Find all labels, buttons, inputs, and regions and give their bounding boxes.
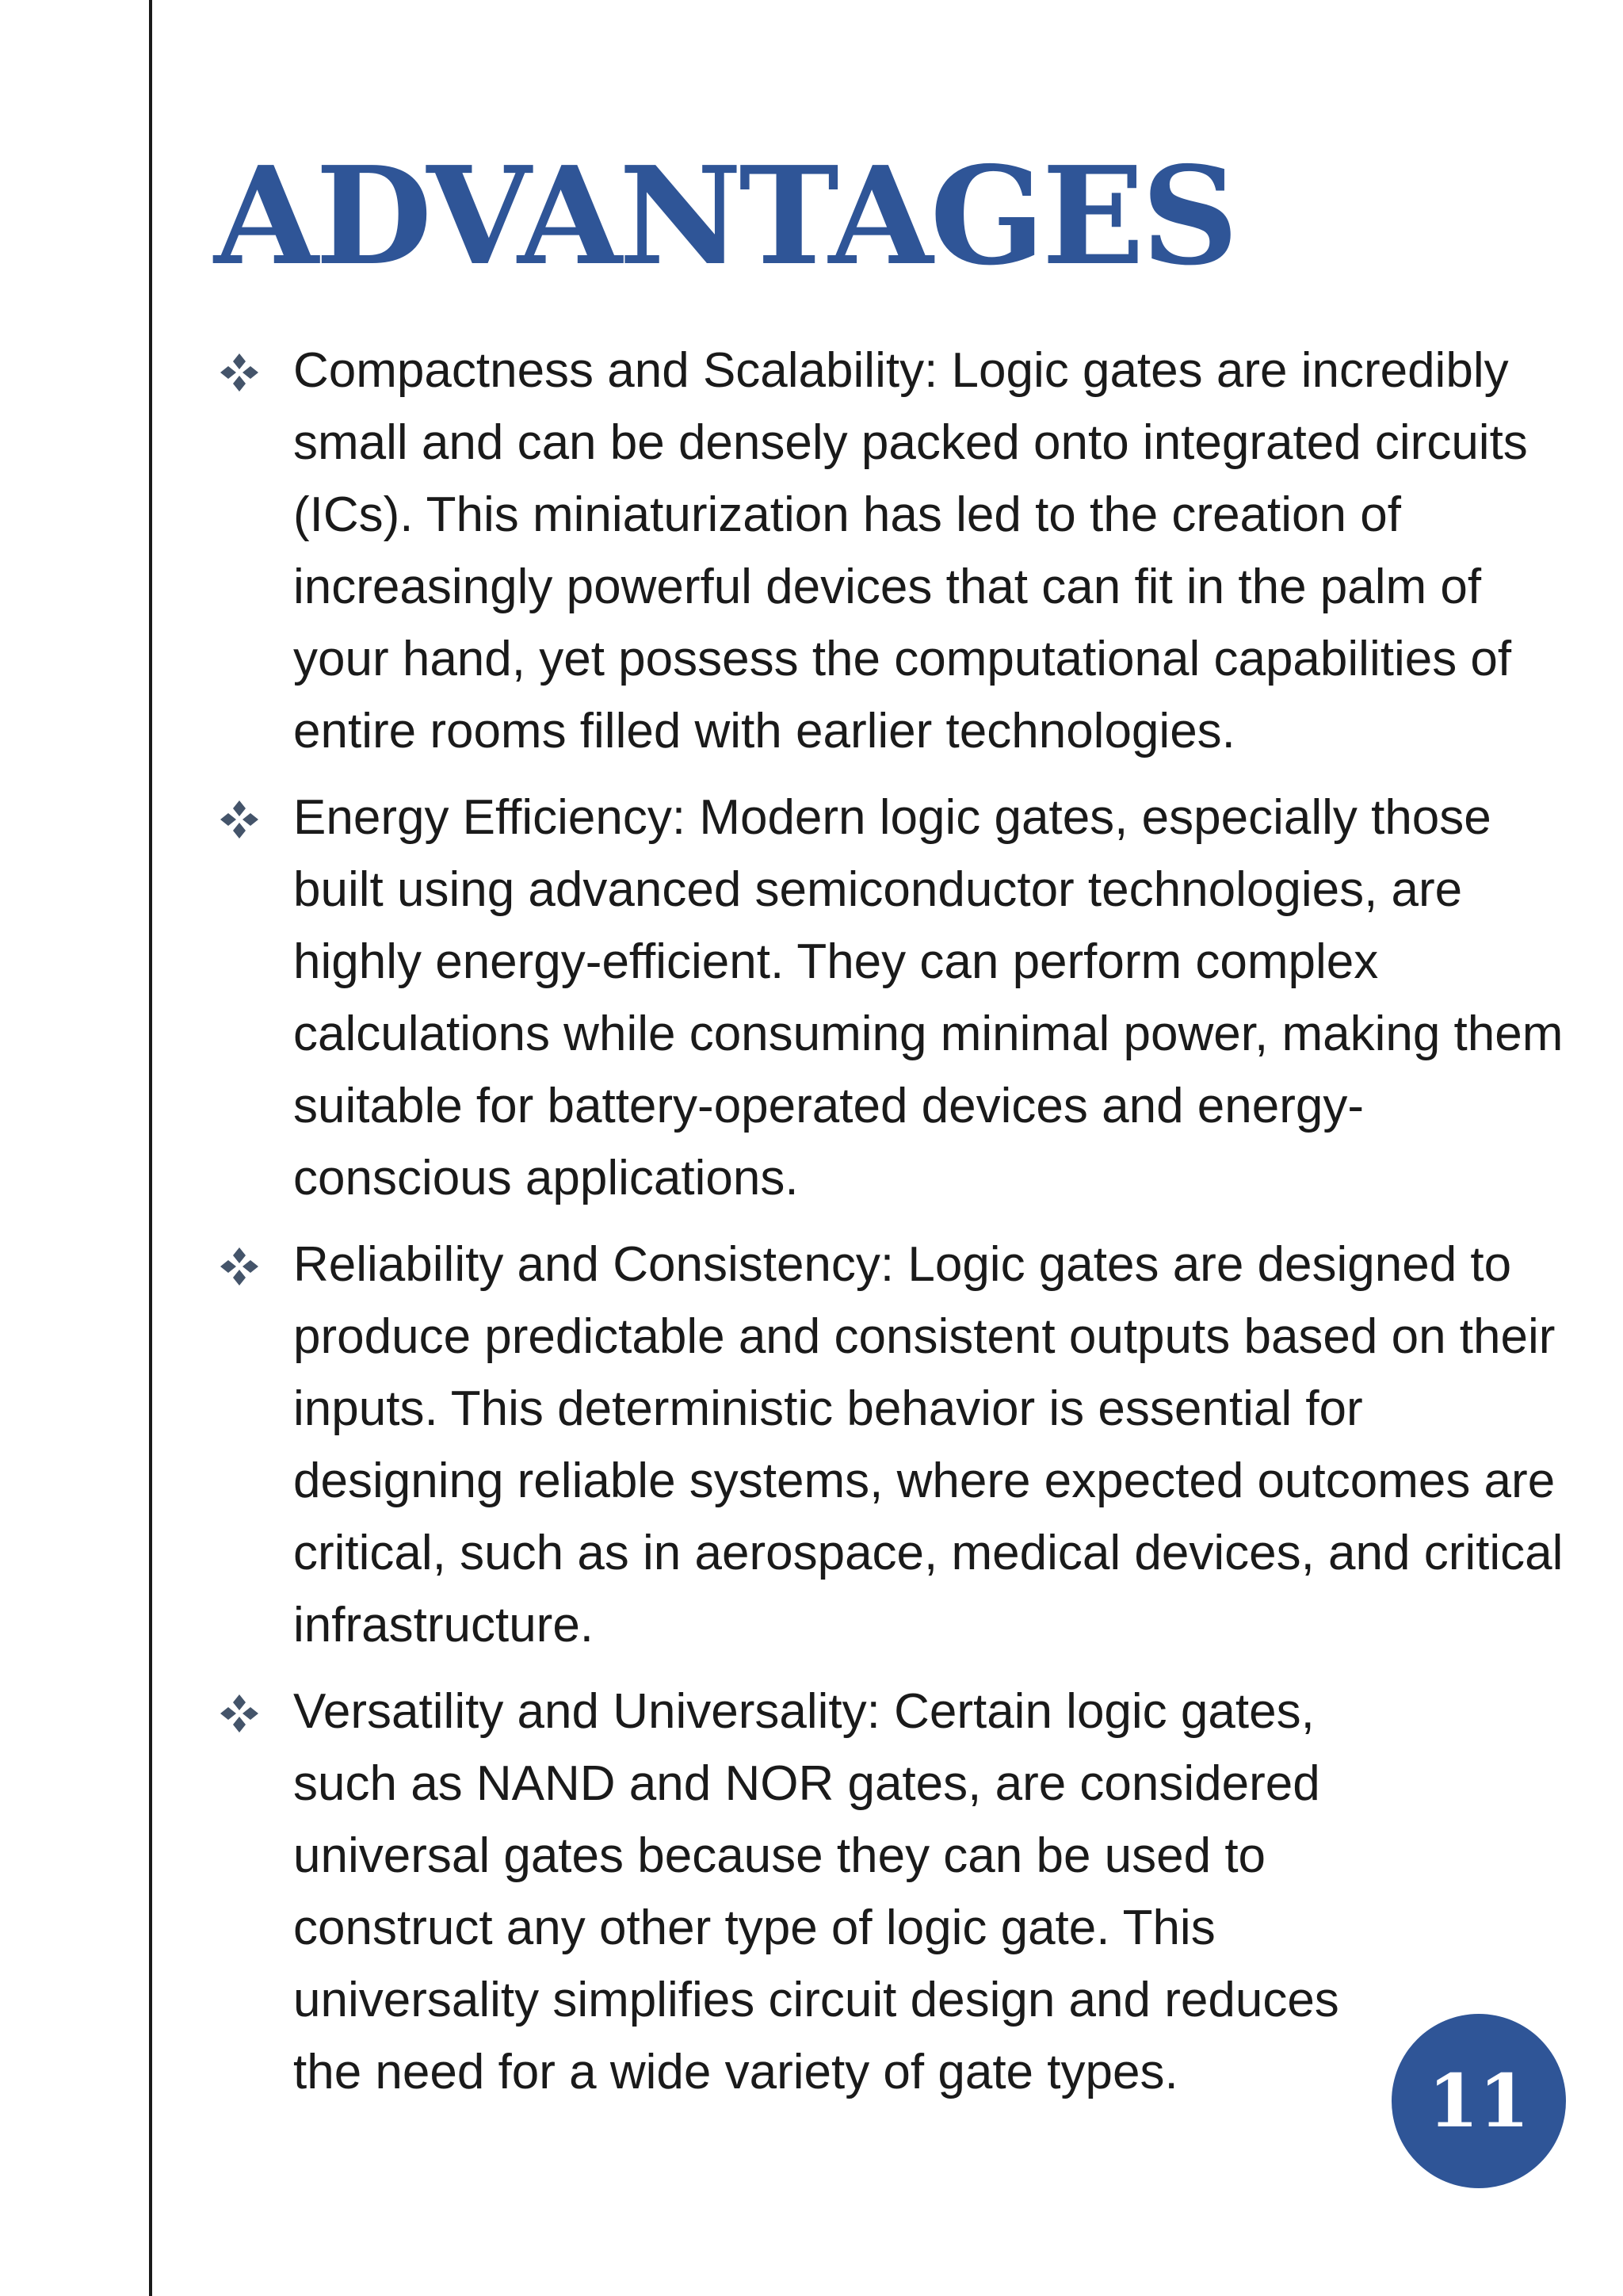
diamond-bullet-icon (219, 1693, 260, 1734)
list-item (214, 334, 1577, 767)
list-item-text: Energy Efficiency: Modern logic gates, especially those built using advanced semiconductor technologies, are highly energy-efficient. They can perform complex calculations while consuming minimal power, making them suitable for battery-operated devices and energy-conscious applications. (293, 790, 1564, 1205)
diamond-bullet-icon (219, 1246, 260, 1287)
diamond-bullet-icon (219, 799, 260, 840)
list-item-text: Compactness and Scalability: Logic gates are incredibly small and can be densely packed onto integrated circuits (ICs). This miniaturization has led to the creation of increasingly powerful devices that can fit in the palm of your hand, yet possess the computational capabilities of entire rooms filled with earlier technologies. (293, 343, 1528, 758)
page-title: ADVANTAGES (214, 137, 1235, 296)
list-item-text: Reliability and Consistency: Logic gates are designed to produce predictable and consistent outputs based on their inputs. This deterministic behavior is essential for designing reliable systems, where expected outcomes are critical, such as in aerospace, medical devices, and critical infrastructure. (293, 1237, 1564, 1652)
left-margin-line (149, 0, 152, 2296)
advantages-list (214, 334, 1577, 2122)
list-item (214, 1228, 1577, 1661)
list-item (214, 1675, 1577, 2108)
diamond-bullet-icon (219, 352, 260, 393)
page-number-badge: 11 (1392, 2014, 1566, 2188)
list-item-text: Versatility and Universality: Certain logic gates, such as NAND and NOR gates, are considered universal gates because they can be used to construct any other type of logic gate. This universality simplifies circuit design and reduces the need for a wide variety of gate types. (293, 1684, 1339, 2099)
list-item (214, 781, 1577, 1214)
